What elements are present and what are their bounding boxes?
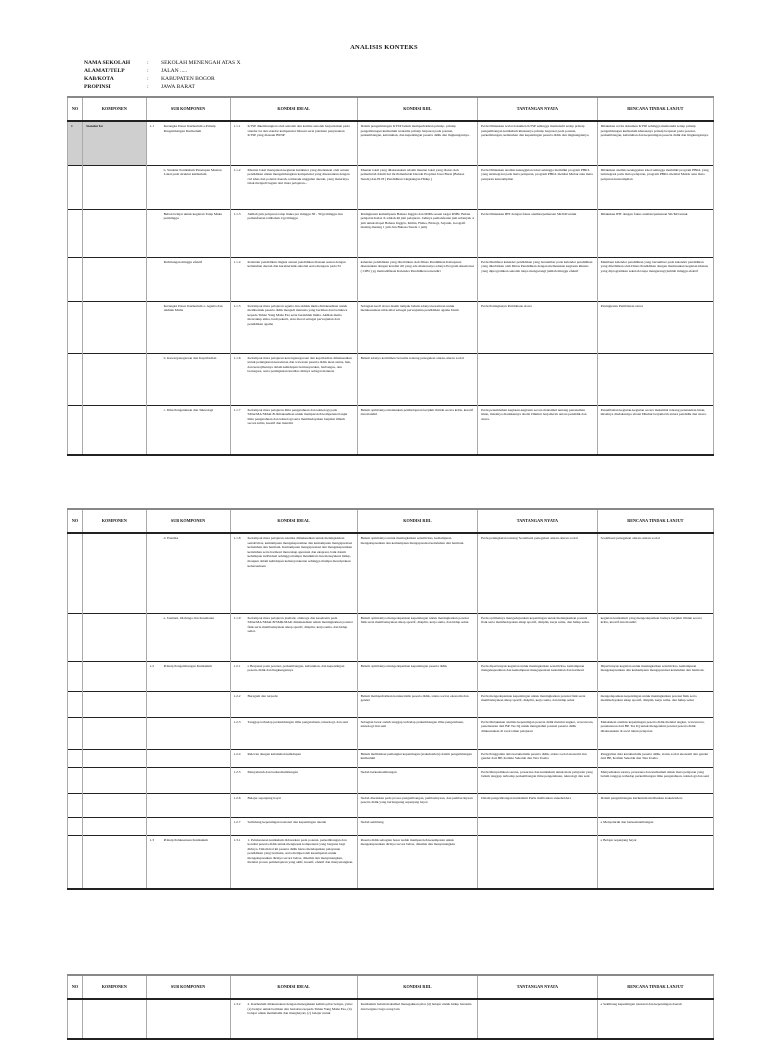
cell-no	[68, 661, 83, 691]
header-no: NO	[68, 975, 83, 999]
table-row	[68, 405, 714, 455]
cell-kondisi-ideal	[230, 121, 357, 165]
cell-kondisi-riil: Belum optimalnya mengedepankan kepentingan untuk meningkatkan potensi fisik serta membudayakan sikap sportif, disiplin, kerja sama, dan hidup sehat.	[357, 613, 478, 661]
cell-kondisi-riil: Belum optimalnya melakukan pembelajaran berpikir ilmiah secara kritis, kreatif dan mandiri	[357, 405, 478, 455]
cell-sub-komponen-number	[150, 356, 164, 361]
table-row	[68, 817, 714, 835]
table-row	[68, 749, 714, 767]
cell-tantangan-nyata: Perlu diperbanyak kegiatan untuk meningkatkan sensitivitas, kemampuan mengekspresikan dan kemampuan mengapresiasi keindahan dan harmoni	[478, 661, 598, 691]
table-row	[68, 533, 714, 613]
meta-separator: :	[147, 84, 149, 90]
table-row	[68, 209, 714, 257]
cell-rencana-tindak-lanjut: Dalam pengembangan kurikulum melibatkan stakeholders	[597, 793, 713, 817]
cell-rencana-tindak-lanjut: Dilakukan analisis keunggulan lokal sehingga memiliki program PBKL yang terintegrasi pada mata pelajaran, program PBKL melalui Mulok atau mata pelajaran keterampilan	[597, 165, 713, 209]
cell-sub-komponen	[146, 165, 230, 209]
table-row	[68, 661, 714, 691]
header-komponen: KOMPONEN	[83, 97, 147, 121]
cell-tantangan-nyata: Dalam pengembangan kurikulum Perlu melibatkan stakeholders	[478, 793, 598, 817]
address-row	[84, 67, 241, 75]
meta-separator: :	[147, 76, 149, 82]
table-row	[68, 257, 714, 301]
cell-komponen	[83, 353, 147, 405]
cell-tantangan-nyata: Perlu optimalnya mengedepankan kepentingan untuk meningkatkan potensi fisik serta membudayakan sikap sportif, disiplin, kerja sama, dan hidup sehat.	[478, 613, 598, 661]
cell-sub-komponen-number	[150, 260, 164, 265]
header-kondisi-riil: KONDISI RIIL	[357, 975, 478, 999]
cell-sub-komponen-number: 1.1	[149, 124, 154, 128]
header-kondisi-riil: KONDISI RIIL	[357, 97, 478, 121]
cell-kondisi-riil: kalender pendidikan yang diterbitkan oleh Dinas Pendidikan Kabupaten disesuaikan dengan kondisi riil yang ada diantaranya adanya Program Akselerasi ( CIBI ) yg memodifikasi Kalender Pendidikan tersendiri	[357, 257, 478, 301]
cell-kondisi-riil: Belum optimalnya mengedepankan kepentingan peserta didik	[357, 661, 478, 691]
cell-no	[68, 613, 83, 661]
analysis-table-page-2	[67, 508, 714, 890]
cell-rencana-tindak-lanjut: e Seimbang kepentingan nasional dan kepentingan daerah	[597, 999, 713, 1039]
table-row	[68, 301, 714, 353]
cell-kondisi-riil: Sudah seimbang	[357, 817, 478, 835]
cell-sub-komponen-number	[150, 168, 164, 177]
header-tantangan-nyata: TANTANGAN NYATA	[478, 97, 598, 121]
cell-sub-komponen-number: 1.3	[149, 837, 154, 842]
cell-sub-komponen-number	[150, 304, 164, 313]
cell-kondisi-riil: Dalam pengembangan KTSP belum memperhatikan prinsip- prinsip pengembangan kurikulum terutama prinsip berpusat pada potensi, perkembangan, kebutuhan, dan kepentingan peserta didik dan lingkungannya.	[357, 121, 478, 165]
cell-kondisi-ideal-text: 2. Kurikulum dilaksanakan dengan menegakkan kelima pilar belajar, yaitu: (a) belajar untuk beriman dan bertakwa kepada Tuhan Yang Maha Esa, (b) belajar untuk memahami dan menghayati, (c) belajar untuk	[247, 1002, 353, 1016]
table-row	[68, 691, 714, 717]
meta-value: JAWA BARAT	[161, 84, 195, 90]
cell-komponen	[83, 165, 147, 209]
cell-sub-komponen-text: b. Struktur Kurikulum Penetapan Muatan Lokal pada struktur kurikulum	[163, 167, 222, 177]
table-row	[68, 613, 714, 661]
cell-sub-komponen	[146, 353, 230, 405]
cell-no	[68, 717, 83, 749]
cell-kondisi-ideal-number: 1.3.1	[233, 837, 241, 842]
cell-kondisi-ideal-text: Belajar sepanjang hayat	[247, 795, 281, 800]
cell-rencana-tindak-lanjut: Membuat kalender pendidikan yang bersumber pada kalender pendidikan yang diterbitkan oleh Dinas Pendidikan dengan memasukan kegiatan khusus yang diprogramkan sekolah tanpa mengurangi jumlah minggu efektif	[597, 257, 713, 301]
cell-kondisi-riil: Belum optimalnya untuk meningkatkan sensitivitas, kemampuan mengekspresikan dan kemampuan mengapresiasi keindahan dan harmoni.	[357, 533, 478, 613]
cell-kondisi-ideal	[230, 661, 357, 691]
cell-kondisi-ideal-text: Jumlah jam pelajaran tatap muka per minggu 38 - 39 jp/minggu dan pemanfaatan tambahan 4 jp/minggu	[247, 211, 343, 221]
cell-komponen	[83, 661, 147, 691]
cell-komponen	[83, 691, 147, 717]
cell-sub-komponen	[146, 717, 230, 749]
cell-kondisi-ideal-text: Kelompok mata pelajaran jasmani, olahraga dan kesehatan pada SMA/MA/SMALB/SMK/MAK dimaksudkan untuk meningkatkan potensi fisik serta membudayakan sikap sportif, disiplin, kerja sama, dan hidup sehat.	[247, 615, 353, 634]
cell-komponen	[83, 767, 147, 793]
cell-kondisi-ideal-number: 1.1.4	[233, 259, 241, 264]
cell-no	[68, 257, 83, 301]
cell-no	[68, 817, 83, 835]
cell-rencana-tindak-lanjut: Dilakukan IHT dengan fokus analisis/pemetaan SK/KD untuk	[597, 209, 713, 257]
cell-kondisi-riil: Kurikulum belum maksimal menegakkan pilar (d) belajar untuk hidup bersama dan berguna bagi orang lain	[357, 999, 478, 1039]
cell-sub-komponen	[146, 661, 230, 691]
cell-sub-komponen-number	[150, 616, 164, 621]
cell-kondisi-ideal	[230, 691, 357, 717]
cell-kondisi-ideal-number: 1.2.7	[233, 819, 241, 824]
cell-rencana-tindak-lanjut: Peningkatan Pembinaan siswa	[597, 301, 713, 353]
cell-komponen	[83, 835, 147, 889]
cell-sub-komponen	[146, 533, 230, 613]
cell-kondisi-ideal	[230, 717, 357, 749]
cell-rencana-tindak-lanjut: Sosialisasi penegakan aturan-aturan social	[597, 533, 713, 613]
analysis-table-page-1	[67, 96, 714, 456]
cell-sub-komponen-number	[150, 536, 164, 541]
cell-sub-komponen-text: Prinsip Pengembangan Kurikulum	[163, 663, 212, 668]
table-row	[68, 999, 714, 1039]
province-row	[84, 83, 241, 91]
cell-sub-komponen-number	[150, 408, 164, 413]
cell-kondisi-ideal-text: Kelompok mata pelajaran kewarganegaraan dan kepribadian dimaksudkan untuk peningkatan kesadaran dan wawasan peserta didik akan status, hak, dan kewajibannya dalam kehidupan bermasyarakat, berbangsa, dan bernegara, serta peningkatan kualitas dirinya sebagai manusia	[247, 355, 352, 374]
cell-rencana-tindak-lanjut	[597, 353, 713, 405]
cell-kondisi-ideal-text: Kalender pendidikan tingkat satuan pendidikan disusun sesuai dengan kebutuhan daerah dan karakteristik sekolah serta mengacu pada SI	[247, 259, 346, 269]
cell-sub-komponen-text: Kerangka Dasar Kurikulum a.Prinsip Pengembangan Kurikulum	[163, 124, 216, 133]
cell-no	[68, 835, 83, 889]
cell-no	[68, 165, 83, 209]
header-komponen: KOMPONEN	[83, 975, 147, 999]
header-no: NO	[68, 509, 83, 533]
cell-tantangan-nyata	[478, 817, 598, 835]
meta-value: SEKOLAH MENENGAH ATAS X	[161, 60, 241, 66]
header-kondisi-ideal: KONDISI IDEAL	[230, 975, 357, 999]
cell-kondisi-ideal	[230, 767, 357, 793]
meta-label: KAB/KOTA	[84, 76, 114, 82]
header-rencana-tindak-lanjut: RENCANA TINDAK LANJUT	[597, 975, 713, 999]
city-row	[84, 75, 241, 83]
cell-sub-komponen	[146, 835, 230, 889]
header-sub-komponen: SUB KOMPONEN	[146, 97, 230, 121]
cell-no	[68, 353, 83, 405]
meta-separator: :	[147, 68, 149, 74]
cell-kondisi-riil: Muatan lokal yang dilaksanakan adalah muatan lokal yang diatur oleh pemerintah dalam hal ini Pemerintah Daerah Propinsi Jawa Barat (Bahasa Sunda) dan PLH ( Pendidikan Lingkungan Hidup )	[357, 165, 478, 209]
cell-kondisi-riil: Sebagian besar sudah tanggap terhadap perkembangan ilmu pengetahuan, teknologi dan seni	[357, 717, 478, 749]
cell-kondisi-ideal-text: 1. Pelaksanaan kurikulum didasarkan pada potensi, perkembangan dan kondisi peserta didik untuk menguasai kompetensi yang berguna bagi dirinya. Dalam hal ini peserta didik harus mendapatkan pelayanan pendidikan yang bermutu, serta memperoleh kesempatan untuk mengekspresikan dirinya secara bebas, dinamis dan menyenangkan, melalui proses pembelajaran yang aktif, kreatif, efektif dan menyenangkan.	[247, 837, 354, 865]
analysis-table-page-3	[67, 974, 714, 1040]
cell-tantangan-nyata: Perlu Membuat kalender pendidikan yang bersumber pada kalender pendidikan yang diterbitkan oleh Dinas Pendidikan dengan memasukan kegiatan khusus yang diprogramkan sekolah tanpa mengurangi jumlah minggu efektif	[478, 257, 598, 301]
cell-kondisi-ideal-text: Tanggap terhadap perkembangan ilmu pengetahuan, teknologi, dan seni	[247, 719, 349, 724]
cell-komponen	[83, 613, 147, 661]
cell-tantangan-nyata	[478, 835, 598, 889]
cell-no	[68, 999, 83, 1039]
cell-kondisi-ideal-text: Menyeluruh dan berkesinambungan	[247, 769, 298, 774]
cell-rencana-tindak-lanjut: Melakukan analisis kepentingan peserta didik melalui angket, wawancara, penelusuran dari BP. Tes IQ untuk mengetahui potensi peserta didik dilaksanakan di awal tahun pelajaran	[597, 717, 713, 749]
cell-kondisi-ideal	[230, 835, 357, 889]
cell-sub-komponen	[146, 793, 230, 817]
cell-kondisi-ideal-text: Beragam dan terpadu	[247, 693, 278, 698]
cell-kondisi-ideal-number: 1.2.4	[233, 751, 241, 756]
cell-kondisi-ideal-number: 1.2.5	[233, 769, 241, 774]
cell-rencana-tindak-lanjut: Penambahan kegiatan-kegiatan secara maksimal tentang penanaman iman, misalnya diadakannya sholat Dhuhur berjama'ah antara pendidik dan siswa.	[597, 405, 713, 455]
cell-no	[68, 533, 83, 613]
cell-kondisi-ideal	[230, 793, 357, 817]
cell-rencana-tindak-lanjut: Penggalian data karakteristik peserta didik, status social ekonomi dan gender dari BP, Komite Sekolah dan Tata Usaha	[597, 749, 713, 767]
cell-tantangan-nyata: Perlu Dilakukan analisis keunggulan lokal sehingga memiliki program PBKL yang terintegrasi pada mata pelajaran, program PBKL melalui Mulok atau mata pelajaran keterampilan	[478, 165, 598, 209]
cell-komponen	[83, 301, 147, 353]
header-tantangan-nyata: TANTANGAN NYATA	[478, 975, 598, 999]
table-header-row	[68, 97, 714, 121]
cell-no	[68, 301, 83, 353]
cell-rencana-tindak-lanjut: kegiatan kurikulum yang mengedepankan budaya berpikir ilmiah secara kritis, kreatif dan mandiri	[597, 613, 713, 661]
cell-sub-komponen-number: 1.2	[149, 663, 154, 668]
cell-sub-komponen-text: d. Estetika	[163, 536, 179, 540]
cell-kondisi-ideal-number: 1.2.2	[233, 693, 241, 698]
cell-kondisi-ideal-text: Kelompok mata pelajaran agama dan akhlak mulia dimaksudkan untuk membentuk peserta didik menjadi manusia yang beriman dan bertakwa kepada Tuhan Yang Maha Esa serta berakhlak mulia. Akhlak mulia mencakup etika, budi pekerti, atau moral sebagai perwujudan dari pendidikan agama	[247, 303, 348, 326]
cell-komponen	[83, 209, 147, 257]
cell-sub-komponen-text: b. Kewarganegaraan dan Kepribadian	[163, 355, 217, 360]
cell-kondisi-ideal-number: 1.1.8	[233, 536, 241, 540]
cell-sub-komponen-text: Beban belajar untuk kegiatan Tatap Muka perminggu	[163, 211, 223, 221]
page-title: ANALISIS KONTEKS	[350, 44, 418, 51]
cell-sub-komponen	[146, 691, 230, 717]
cell-no	[68, 691, 83, 717]
header-kondisi-ideal: KONDISI IDEAL	[230, 97, 357, 121]
cell-kondisi-ideal	[230, 999, 357, 1039]
meta-label: NAMA SEKOLAH	[84, 60, 131, 66]
cell-sub-komponen-text: e. Jasmani, Olahraga dan Kesehatan	[163, 615, 215, 620]
cell-kondisi-ideal-number: 1.1.9	[233, 615, 241, 620]
cell-no	[68, 405, 83, 455]
cell-sub-komponen	[146, 999, 230, 1039]
cell-kondisi-ideal	[230, 353, 357, 405]
table-row	[68, 767, 714, 793]
cell-tantangan-nyata	[478, 353, 598, 405]
cell-kondisi-riil: Belum adanya komitmen bersama tentang penegakan aturan-aturan social	[357, 353, 478, 405]
school-info	[84, 59, 241, 91]
table-header-row	[68, 509, 714, 533]
cell-kondisi-ideal-number: 1.1.7	[233, 407, 241, 412]
table-row	[68, 793, 714, 817]
header-rencana-tindak-lanjut: RENCANA TINDAK LANJUT	[597, 509, 713, 533]
cell-kondisi-ideal	[230, 817, 357, 835]
cell-tantangan-nyata: Perlu mengedepankan kepentingan untuk meningkatkan potensi fisik serta membudayakan sikap sportif, disiplin, kerja sama, dan hidup sehat	[478, 691, 598, 717]
cell-kondisi-ideal-number: 1.1.3	[233, 211, 241, 216]
cell-sub-komponen	[146, 767, 230, 793]
cell-kondisi-ideal-text: Muatan lokal merupakan kegiatan kurikuler yang ditentukan oleh satuan pendidikan untuk mengembangkan kompetensi yang disesuaikan dengan ciri khas dan potensi daerah, termasuk unggulan daerah, yang materinya tidak menjadi bagian dari mata pelajaran...	[247, 167, 350, 186]
header-tantangan-nyata: TANTANGAN NYATA	[478, 509, 598, 533]
cell-komponen	[83, 405, 147, 455]
header-kondisi-riil: KONDISI RIIL	[357, 509, 478, 533]
cell-no	[68, 767, 83, 793]
cell-tantangan-nyata: Perlu Peningkatan Pembinaan siswa	[478, 301, 598, 353]
cell-komponen	[83, 793, 147, 817]
cell-komponen	[83, 257, 147, 301]
cell-kondisi-ideal	[230, 749, 357, 767]
cell-kondisi-ideal-text: a Berpusat pada potensi, perkembangan, kebutuhan, dan kepentingan peserta didik dan lingkungannya	[247, 663, 345, 673]
cell-rencana-tindak-lanjut: Diperbanyak kegiatan untuk meningkatkan sensitivitas, kemampuan mengekspresikan dan kemampuan mengapresiasi keindahan dan harmoni.	[597, 661, 713, 691]
cell-kondisi-riil: Peserta didik sebagian besar sudah memperoleh kesempatan untuk mengekspresikan dirinya secara bebas, dinamis dan menyenangkan	[357, 835, 478, 889]
cell-kondisi-ideal	[230, 165, 357, 209]
header-sub-komponen: SUB KOMPONEN	[146, 509, 230, 533]
cell-komponen	[83, 717, 147, 749]
cell-kondisi-ideal-number: 1.2.6	[233, 795, 241, 800]
cell-kondisi-ideal-number: 1.2.1	[233, 663, 241, 668]
cell-kondisi-ideal-number: 1.3.2	[233, 1002, 241, 1006]
cell-komponen	[83, 533, 147, 613]
cell-sub-komponen	[146, 405, 230, 455]
cell-sub-komponen	[146, 121, 230, 165]
cell-komponen	[83, 817, 147, 835]
cell-tantangan-nyata: Perlu penambahan kegiatan-kegiatan secara maksimal tentang penanaman iman, misalnya diadakannya sholat Dhuhur berjama'ah antara pendidik dan siswa.	[478, 405, 598, 455]
header-rencana-tindak-lanjut: RENCANA TINDAK LANJUT	[597, 97, 713, 121]
cell-kondisi-riil: Sudah berkesinambungan	[357, 767, 478, 793]
cell-kondisi-ideal-text: Seimbang kepentingan nasional dan kepentingan daerah	[247, 819, 327, 824]
cell-no	[68, 749, 83, 767]
cell-kondisi-ideal-text: Kelompok mata pelajaran estetika dimaksudkan untuk meningkatkan sensitivitas, kemampuan mengekspresikan dan kemampuan mengapresiasi keindahan dan harmoni. Kemampuan mengapresiasi dan mengekspresikan keindahan serta harmoni mencakup apresiasi dan ekspresi, baik dalam kehidupan individual sehingga mampu menikmati dan mensyukuri hidup, maupun dalam kehidupan kemasyarakatan sehingga mampu menciptakan kebersamaan	[247, 536, 353, 568]
cell-sub-komponen-text: Kerangka Dasar Kurikulum a. Agama dan Akhlak Mulia	[163, 303, 223, 313]
table-row	[68, 165, 714, 209]
school-name-row	[84, 59, 241, 67]
cell-tantangan-nyata: Perlu Dilakukan revisi dokumen KTSP sehingga memenuhi setiap prinsip pengembangan kurikulum khususnya prinsip berpusat pada potensi, perkembangan, kebutuhan dan kepentingan peserta didik dan lingkungannya.	[478, 121, 598, 165]
cell-sub-komponen-number	[150, 212, 164, 221]
cell-rencana-tindak-lanjut: e Belajar sepanjang hayat	[597, 835, 713, 889]
cell-kondisi-ideal-number: 1.1.1	[233, 124, 241, 128]
cell-kondisi-ideal-number: 1.1.6	[233, 355, 241, 360]
cell-kondisi-ideal	[230, 209, 357, 257]
cell-sub-komponen	[146, 301, 230, 353]
cell-kondisi-ideal-number: 1.2.3	[233, 719, 241, 724]
cell-rencana-tindak-lanjut: Menyediakan sarana, prasarana dan kurikulum untuk mata pelajaran yang belum tanggap terhadap perkembangan ilmu pengetahuan, teknologi dan seni	[597, 767, 713, 793]
cell-rencana-tindak-lanjut: e Menyeluruh dan berkesinambungan	[597, 817, 713, 835]
cell-tantangan-nyata	[478, 999, 598, 1039]
meta-value: JALAN .....	[161, 68, 188, 74]
cell-kondisi-ideal-number: 1.1.5	[233, 303, 241, 308]
cell-rencana-tindak-lanjut: mengedepankan kepentingan untuk meningkatkan potensi fisik serta membudayakan sikap sportif, disiplin, kerja sama, dan hidup sehat	[597, 691, 713, 717]
cell-sub-komponen	[146, 613, 230, 661]
cell-kondisi-riil: Peningkatan kemampuan Bahasa Inggris dan MIPA sesuai target RSBI. Beban pelajaran Kelas X adalah 46 jam pelajaran. Jadinya pemanfaatan jam sebanyak 4 jam untuk mapel Bahasa Inggris, Kimia, Fisika, Biologi, Sejarah, Geografi masing-masing 1 jam dan Bahasa Sunda 1 jam)	[357, 209, 478, 257]
meta-label: PROPINSI	[84, 84, 111, 90]
cell-kondisi-ideal	[230, 613, 357, 661]
cell-kondisi-ideal	[230, 257, 357, 301]
header-kondisi-ideal: KONDISI IDEAL	[230, 509, 357, 533]
cell-tantangan-nyata: Perlu peningkatan tentang Sosialisasi penegakan aturan-aturan social	[478, 533, 598, 613]
meta-value: KABUPATEN BOGOR	[161, 76, 215, 82]
cell-tantangan-nyata: Perlu Penggalian data karakteristik peserta didik, status social ekonomi dan gender dari BP, Komite Sekolah dan Tata Usaha	[478, 749, 598, 767]
cell-sub-komponen-text: c. Ilmu Pengetahuan dan Teknologi	[163, 407, 214, 412]
cell-komponen: Standar Isi	[83, 121, 147, 165]
cell-kondisi-riil: Belum memperhatikan karakteristik peserta didik, status social, ekonomi dan gender	[357, 691, 478, 717]
table-header-row	[68, 975, 714, 999]
cell-kondisi-ideal-text: KTSP dikembangkan oleh sekolah dan komite sekolah berpedoman pada standar isi dan standar kompetensi lulusan serta panduan penyusunan KTSP yang disusun BSNP	[247, 124, 350, 138]
cell-sub-komponen	[146, 257, 230, 301]
cell-tantangan-nyata: Perlu Melakukan analisis kepentingan peserta didik melalui angket, wawancara, penelusuran dari BP. Tes IQ untuk mengetahui potensi peserta didik dilaksanakan di awal tahun pelajaran	[478, 717, 598, 749]
cell-sub-komponen	[146, 209, 230, 257]
cell-komponen	[83, 749, 147, 767]
cell-no: 1	[68, 121, 83, 165]
cell-kondisi-ideal	[230, 533, 357, 613]
cell-kondisi-ideal-text: Relevan dengan kebutuhan kehidupan	[247, 751, 301, 756]
meta-label: ALAMAT/TELP	[84, 68, 125, 74]
cell-rencana-tindak-lanjut: Dilakukan revisi dokumen KTSP sehingga memenuhi setiap prinsip pengembangan kurikulum khususnya prinsip berpusat pada potensi, perkembangan, kebutuhan dan kepentingan peserta didik dan lingkungannya.	[597, 121, 713, 165]
table-row	[68, 353, 714, 405]
header-komponen: KOMPONEN	[83, 509, 147, 533]
cell-tantangan-nyata: Perlu Dilakukan IHT dengan fokus analisis/pemetaan SK/KD untuk	[478, 209, 598, 257]
meta-separator: :	[147, 60, 149, 66]
header-sub-komponen: SUB KOMPONEN	[146, 975, 230, 999]
table-row	[68, 121, 714, 165]
cell-kondisi-riil: Belum melibatkan pemangku kepentingan (stakeholders) dalam pengembangan kurikulum	[357, 749, 478, 767]
cell-no	[68, 793, 83, 817]
cell-kondisi-ideal-text: Kelompok mata pelajaran ilmu pengetahuan dan teknologi pada SMA/MA/SMALB dimaksudkan untuk memperoleh kompetensi lanjut ilmu pengetahuan dan teknologi serta membudayakan berpikir ilmiah secara kritis, kreatif dan mandiri	[247, 407, 348, 426]
cell-tantangan-nyata: Perlu Menyediakan sarana, prasarana dan kurikulum untuk mata pelajaran yang belum tanggap terhadap perkembangan ilmu pengetahuan, teknologi dan seni	[478, 767, 598, 793]
cell-no	[68, 209, 83, 257]
cell-sub-komponen	[146, 749, 230, 767]
cell-komponen	[83, 999, 147, 1039]
header-no: NO	[68, 97, 83, 121]
table-row	[68, 717, 714, 749]
cell-sub-komponen-text: Prinsip Pelaksanaan Kurikulum	[163, 837, 208, 842]
cell-kondisi-riil: Sudah diarahkan pada proses pengembangan, pembudayaan, dan pemberdayaan peserta didik yang berlangsung sepanjang hayat	[357, 793, 478, 817]
cell-kondisi-ideal	[230, 405, 357, 455]
table-row	[68, 835, 714, 889]
cell-kondisi-ideal	[230, 301, 357, 353]
cell-sub-komponen	[146, 817, 230, 835]
cell-kondisi-ideal-number: 1.1.2	[233, 167, 241, 172]
cell-kondisi-riil: Sebagian kecil siswa masih tampak belum adanya kesadaran untuk melaksanakan nilai-nilai sebagai perwujudan pendidikan agama Islam	[357, 301, 478, 353]
cell-sub-komponen-text: Perhitungan minggu efektif	[163, 259, 203, 264]
